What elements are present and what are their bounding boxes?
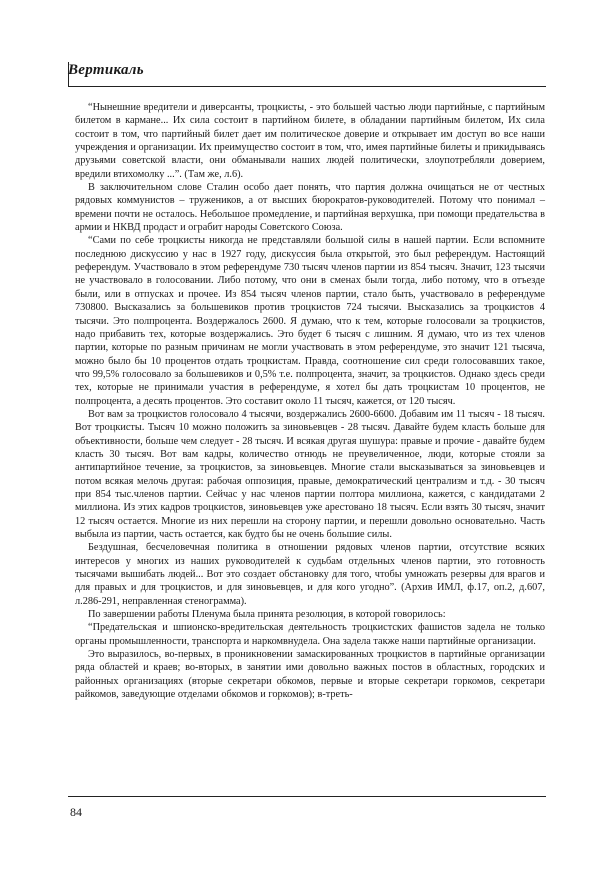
body-text bbox=[75, 101, 545, 701]
running-header bbox=[68, 62, 546, 92]
page-number: 84 bbox=[70, 805, 82, 819]
paragraph: В заключительном слове Сталин особо дает понять, что партия должна очищаться не от честных рядовых коммунистов – тружеников, а от высших бюрократов-руководителей. Потому что понимал – времени почти не осталось. Небольшое промедление, и партийная верхушка, при помощи предательства в армии и НКВД продаст и ограбит народы Советского Союза. bbox=[75, 182, 545, 234]
footer-rule bbox=[68, 796, 546, 797]
paragraph: “Нынешние вредители и диверсанты, троцкисты, - это большей частью люди партийные, с партийным билетом в кармане... Их сила состоит в партийном билете, в обладании партийным билетом, Их сила состоит в том, что партийный билет дает им политическое доверие и открывает им доступ во все наши учреждения и организации. Их преимущество состоит в том, что, имея партийные билеты и прикидываясь друзьями советской власти, они обманывали наших людей политически, злоупотребляли доверием, вредили втихомолку ...”. (Там же, л.6). bbox=[75, 102, 545, 180]
journal-title: Вертикаль bbox=[68, 62, 144, 78]
paragraph: Вот вам за троцкистов голосовало 4 тысячи, воздержались 2600-6600. Добавим им 11 тысяч - 18 тысяч. Вот троцкисты. Тысяч 10 можно положить за зиновьевцев - 28 тысяч. Давайте будем класть больше для объективности, больше чем следует - 28 тысяч. И всякая другая шушура: правые и прочие - давайте будем класть 30 тысяч. Вот вам кадры, количество отнюдь не преувеличенное, люди, которые стояли за антипартийное течение, за троцкистов, за зиновьевцев. Многие стали высказываться за зиновьевцев и потом всякая мелочь другая: рабочая оппозиция, правые, демократический централизм и т.д. - 30 тысяч при 854 тыс.членов партии. Сейчас у нас членов партии полтора миллиона, кажется, с кандидатами 2 миллиона. Из этих кадров троцкистов, зиновьевцев уже арестовано 18 тысяч. Если взять 30 тысяч, значит 12 тысяч остается. Многие из них перешли на сторону партии, и перешли довольно основательно. Часть выбыла из партии, часть остается, как будто бы не очень большие силы. bbox=[75, 408, 545, 540]
paragraph: Бездушная, бесчеловечная политика в отношении рядовых членов партии, отсутствие всяких интересов у многих из наших руководителей к судьбам отдельных членов партии, это готовность тысячами вышибать людей... Вот это создает обстановку для того, чтобы умножать резервы для врагов и для правых и для троцкистов, и для зиновьевцев, и для кого угодно”. (Архив ИМЛ, ф.17, оп.2, д.607, л.286-291, неправленная стенограмма). bbox=[75, 542, 545, 607]
header-rule bbox=[68, 86, 546, 87]
paragraph: Это выразилось, во-первых, в проникновении замаскированных троцкистов в партийные организации ряда областей и краев; во-вторых, в занятии ими довольно важных постов в областных, городских и районных организациях (вторые секретари обкомов, первые и вторые секретари горкомов, секретари райкомов, заведующие отделами обкомов и горкомов); в-треть- bbox=[75, 649, 545, 701]
paragraph: По завершении работы Пленума была принята резолюция, в которой говорилось: bbox=[88, 609, 446, 621]
paragraph: “Сами по себе троцкисты никогда не представляли большой силы в нашей партии. Если вспомните последнюю дискуссию у нас в 1927 году, дискуссия была открытой, это был референдум. Настоящий референдум. Участвовало в этом референдуме 730 тысяч членов партии из 854 тысяч. Значит, 123 тысячи не участвовало в голосовании. Либо потому, что они в сменах были тогда, либо потому, что в отъезде были, или в отпусках и прочее. Из 854 тысяч членов партии, стало быть, участвовало в референдуме 730800. Высказались за большевиков против троцкистов 724 тысячи. Высказались за троцкистов 4 тысячи. Это полпроцента. Воздержалось 2600. Я думаю, что к тем, которые голосовали за троцкистов, надо прибавить тех, которые воздержались. Это будет 6 тысяч с лишним. Я думаю, что из тех членов партии, которые по разным причинам не могли участвовать в этом референдуме, это значит 121 тысяча, можно было бы 10 процентов отдать троцкистам. Правда, соотношение сил среди голосовавших такое, что 99,5% голосовало за большевиков и 0,5% т.е. полпроцента, значит, за троцкистов. Однако здесь среди тех, которые не принимали участия в референдуме, я хотел бы дать троцкистам 10 процентов, не полпроцента, а десять процентов. Это составит около 11 тысяч, кажется, от 120 тысяч. bbox=[75, 235, 545, 407]
paragraph: “Предательская и шпионско-вредительская деятельность троцкистских фашистов задела не только органы промышленности, транспорта и наркомвнудела. Она задела также наши партийные организации. bbox=[75, 622, 545, 647]
